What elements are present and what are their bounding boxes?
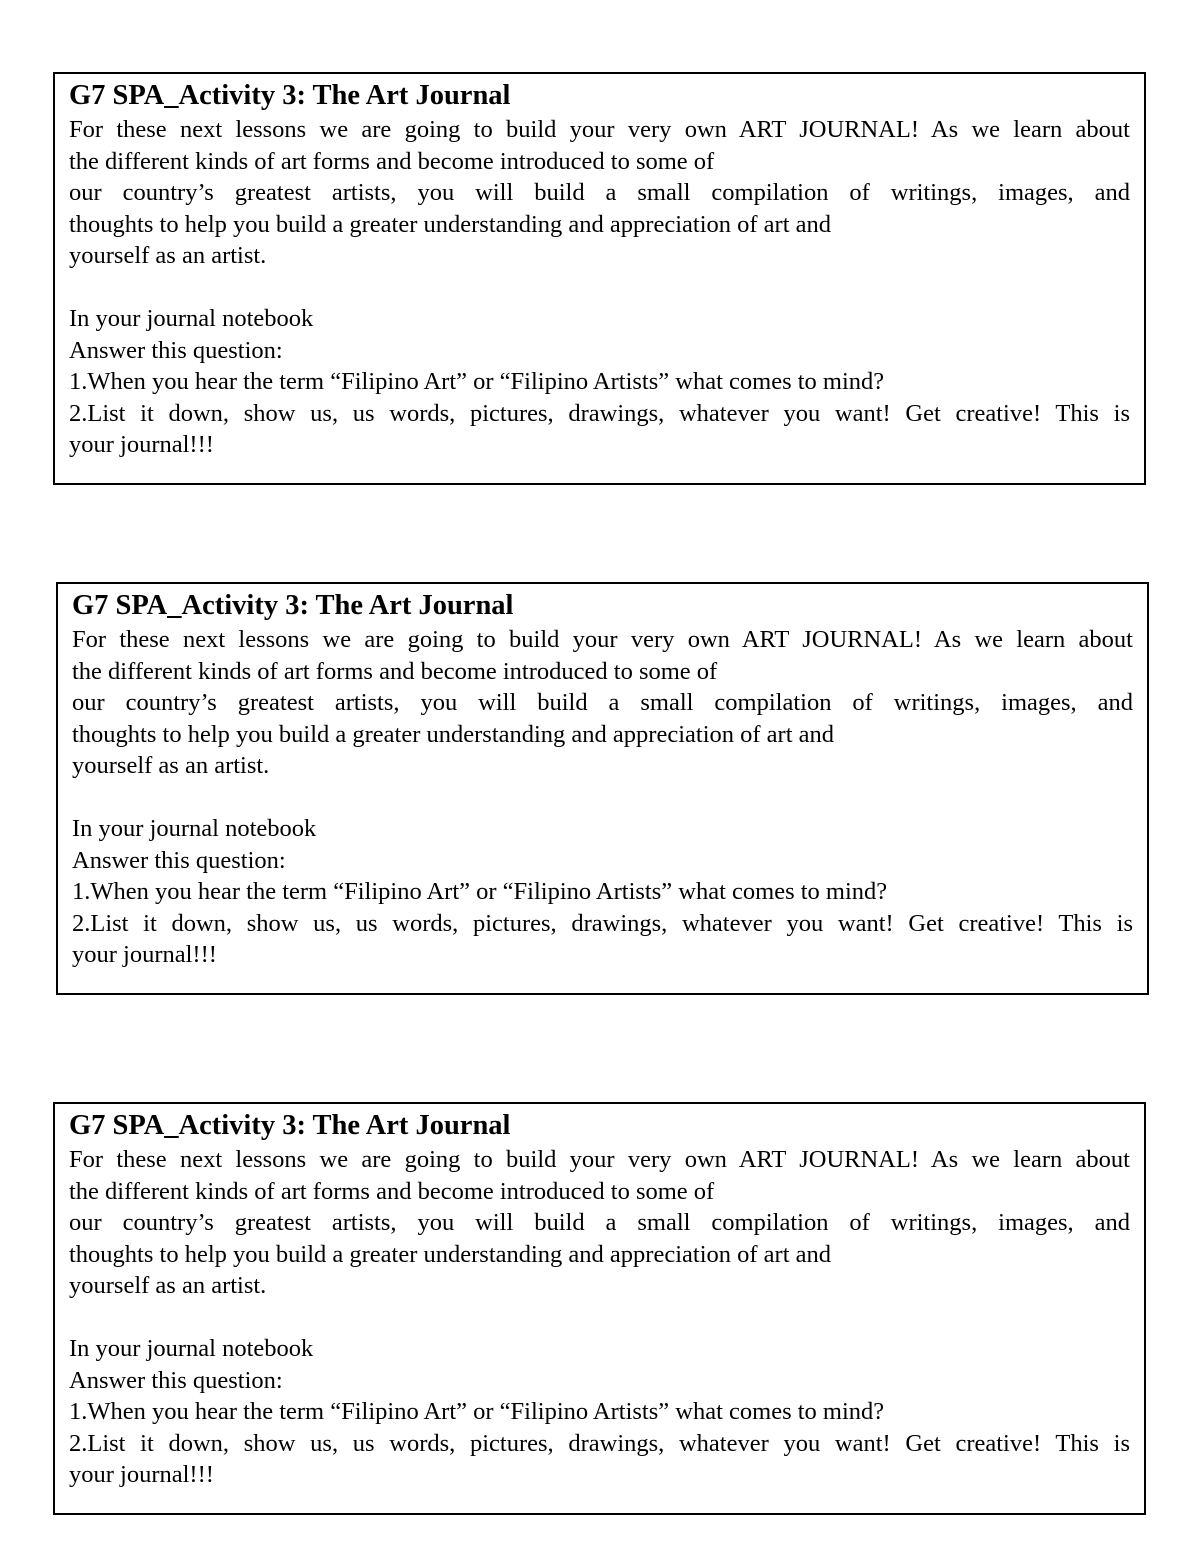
intro-line: yourself as an artist. bbox=[69, 1272, 267, 1299]
paragraph-gap bbox=[69, 1302, 1130, 1334]
paragraph-gap bbox=[72, 782, 1133, 814]
card-title: G7 SPA_Activity 3: The Art Journal bbox=[69, 80, 511, 111]
question-2-continued: your journal!!! bbox=[69, 431, 214, 458]
question-1: 1.When you hear the term “Filipino Art” or “Filipino Artists” what comes to mind? bbox=[69, 368, 885, 395]
activity-card-1 bbox=[53, 72, 1146, 485]
intro-line: the different kinds of art forms and become introduced to some of bbox=[72, 657, 718, 685]
card-title: G7 SPA_Activity 3: The Art Journal bbox=[69, 1110, 511, 1141]
intro-line: yourself as an artist. bbox=[69, 242, 267, 269]
question-2: 2.List it down, show us, us words, pictures, drawings, whatever you want! Get creative! This is bbox=[69, 399, 1130, 427]
question-2-continued: your journal!!! bbox=[69, 1461, 214, 1488]
answer-instruction: Answer this question: bbox=[72, 846, 286, 874]
journal-instruction: In your journal notebook bbox=[72, 815, 317, 842]
question-2: 2.List it down, show us, us words, pictures, drawings, whatever you want! Get creative! This is bbox=[72, 909, 1133, 937]
intro-line: thoughts to help you build a greater understanding and appreciation of art and bbox=[69, 1240, 832, 1268]
activity-card-2 bbox=[56, 582, 1149, 995]
question-2-continued: your journal!!! bbox=[72, 941, 217, 968]
intro-line: our country’s greatest artists, you will build a small compilation of writings, images, and bbox=[69, 179, 1130, 206]
paragraph-gap bbox=[69, 272, 1130, 304]
question-1: 1.When you hear the term “Filipino Art” or “Filipino Artists” what comes to mind? bbox=[69, 1398, 885, 1425]
activity-card-3 bbox=[53, 1102, 1146, 1515]
card-title: G7 SPA_Activity 3: The Art Journal bbox=[72, 590, 514, 621]
journal-instruction: In your journal notebook bbox=[69, 305, 314, 332]
intro-line: the different kinds of art forms and become introduced to some of bbox=[69, 147, 715, 175]
answer-instruction: Answer this question: bbox=[69, 336, 283, 364]
intro-line: For these next lessons we are going to build your very own ART JOURNAL! As we learn about bbox=[69, 1146, 1130, 1173]
journal-instruction: In your journal notebook bbox=[69, 1335, 314, 1362]
intro-line: thoughts to help you build a greater understanding and appreciation of art and bbox=[69, 210, 832, 238]
intro-line: For these next lessons we are going to build your very own ART JOURNAL! As we learn about bbox=[72, 626, 1133, 653]
intro-line: yourself as an artist. bbox=[72, 752, 270, 779]
answer-instruction: Answer this question: bbox=[69, 1366, 283, 1394]
intro-line: the different kinds of art forms and become introduced to some of bbox=[69, 1177, 715, 1205]
intro-line: our country’s greatest artists, you will build a small compilation of writings, images, and bbox=[72, 689, 1133, 716]
intro-line: our country’s greatest artists, you will build a small compilation of writings, images, and bbox=[69, 1209, 1130, 1236]
question-2: 2.List it down, show us, us words, pictures, drawings, whatever you want! Get creative! This is bbox=[69, 1429, 1130, 1457]
intro-line: For these next lessons we are going to build your very own ART JOURNAL! As we learn about bbox=[69, 116, 1130, 143]
intro-line: thoughts to help you build a greater understanding and appreciation of art and bbox=[72, 720, 835, 748]
question-1: 1.When you hear the term “Filipino Art” or “Filipino Artists” what comes to mind? bbox=[72, 878, 888, 905]
